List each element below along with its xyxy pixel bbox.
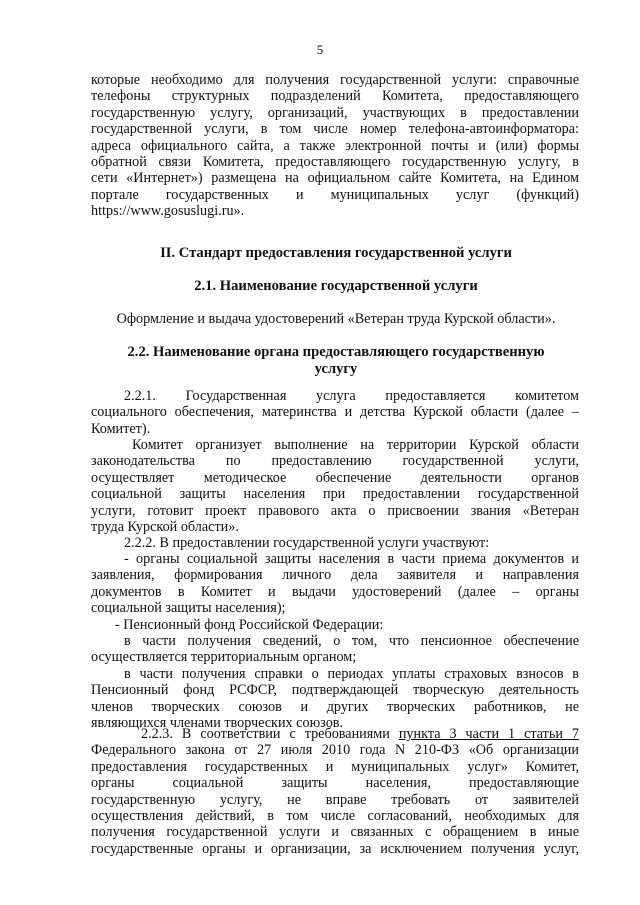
text-line: государственной услуги, в том числе номер телефона-автоинформатора: bbox=[91, 121, 579, 138]
text-line: социальной защиты населения при предоставлении государственной bbox=[91, 486, 579, 503]
text-line: осуществляет методическое обеспечение деятельности органов bbox=[91, 469, 579, 486]
text-line: Комитет). bbox=[91, 420, 151, 437]
paragraph-2-2-3-prefix: 2.2.3. В соответствии с требованиями bbox=[141, 726, 399, 742]
text-line: сети «Интернет») размещена на официальном сайте Комитета, на Едином bbox=[91, 170, 579, 187]
list-item-pfr bbox=[91, 617, 579, 633]
paragraph-2-2-3 bbox=[91, 726, 579, 857]
text-line: адреса официального сайта, а также электронной почты и (или) формы bbox=[91, 137, 579, 154]
subsection-title-2-1: 2.1. Наименование государственной услуги bbox=[194, 278, 478, 294]
text-line: Пенсионный фонд РСФСР, подтверждающей творческую деятельность bbox=[91, 682, 579, 699]
text-line: осуществления действий, в том числе согласований, необходимых для bbox=[91, 808, 579, 825]
text-line: социального обеспечения, материнства и детства Курской области (далее – bbox=[91, 404, 579, 421]
text-line: - органы социальной защиты населения в части приема документов и bbox=[124, 551, 579, 567]
text-line: портале государственных и муниципальных услуг (функций) bbox=[91, 186, 579, 203]
text-line: документов в Комитет и выдачи удостоверений (далее – органы bbox=[91, 583, 579, 600]
text-line: труда Курской области». bbox=[91, 519, 239, 536]
text-line bbox=[91, 726, 579, 742]
page-number: 5 bbox=[316, 42, 324, 57]
text-line: законодательства по предоставлению государственной услуги, bbox=[91, 453, 579, 470]
text-line: государственную услугу, организаций, участвующих в предоставлении bbox=[91, 104, 579, 121]
title-line: услугу bbox=[314, 360, 358, 377]
text-line: 2.2.2. В предоставлении государственной услуги участвуют: bbox=[124, 535, 490, 551]
service-name: Оформление и выдача удостоверений «Ветеран труда Курской области». bbox=[116, 311, 556, 327]
text-line: https://www.gosuslugi.ru». bbox=[91, 203, 245, 220]
text-line: - Пенсионный фонд Российской Федерации: bbox=[115, 617, 384, 633]
title-line: 2.2. Наименование органа предоставляющего государственную bbox=[127, 344, 545, 360]
text-line: которые необходимо для получения государственной услуги: справочные bbox=[91, 72, 579, 88]
text-line: заявления, формирования личного дела заявителя и направления bbox=[91, 567, 579, 584]
text-line: 2.2.1. Государственная услуга предоставляется комитетом bbox=[124, 388, 579, 404]
text-line: предоставления государственных и муниципальных услуг» Комитет, bbox=[91, 758, 579, 775]
section-title: II. Стандарт предоставления государственной услуги bbox=[160, 245, 512, 261]
paragraph-2-2-2 bbox=[91, 535, 579, 551]
paragraph-svedeniy bbox=[91, 633, 579, 666]
text-line: услуги, готовит проект правового акта о присвоении звания «Ветеран bbox=[91, 502, 579, 519]
subsection-title-2-2 bbox=[60, 344, 612, 377]
text-line: осуществляется территориальным органом; bbox=[91, 649, 357, 666]
text-line: социальной защиты населения); bbox=[91, 600, 286, 617]
paragraph-komitet bbox=[91, 437, 579, 535]
intro-paragraph bbox=[91, 72, 579, 220]
text-line: государственную услугу, не вправе требовать от заявителей bbox=[91, 791, 579, 808]
text-line: получения государственной услуги и связанных с обращением в иные bbox=[91, 824, 579, 841]
text-line: членов творческих союзов и других творческих работников, не bbox=[91, 698, 579, 715]
law-reference-link[interactable]: пункта 3 части 1 статьи 7 bbox=[398, 726, 579, 742]
text-line: в части получения справки о периодах уплаты страховых взносов в bbox=[124, 666, 579, 682]
text-line: телефоны структурных подразделений Комитета, предоставляющего bbox=[91, 88, 579, 105]
text-line: Комитет организует выполнение на территории Курской области bbox=[132, 437, 579, 453]
text-line: государственные органы и организации, за исключением получения услуг, bbox=[91, 840, 579, 857]
text-line: Федерального закона от 27 июля 2010 года N 210-ФЗ «Об организации bbox=[91, 742, 579, 759]
text-line: являющихся членами творческих союзов. bbox=[91, 715, 344, 732]
paragraph-spravki bbox=[91, 666, 579, 732]
text-line: в части получения сведений, о том, что пенсионное обеспечение bbox=[124, 633, 579, 649]
paragraph-2-2-1 bbox=[91, 388, 579, 437]
text-line: органы социальной защиты населения, предоставляющие bbox=[91, 775, 579, 792]
list-item-organs bbox=[91, 551, 579, 617]
text-line: обратной связи Комитета, предоставляющего государственную услугу, в bbox=[91, 154, 579, 171]
